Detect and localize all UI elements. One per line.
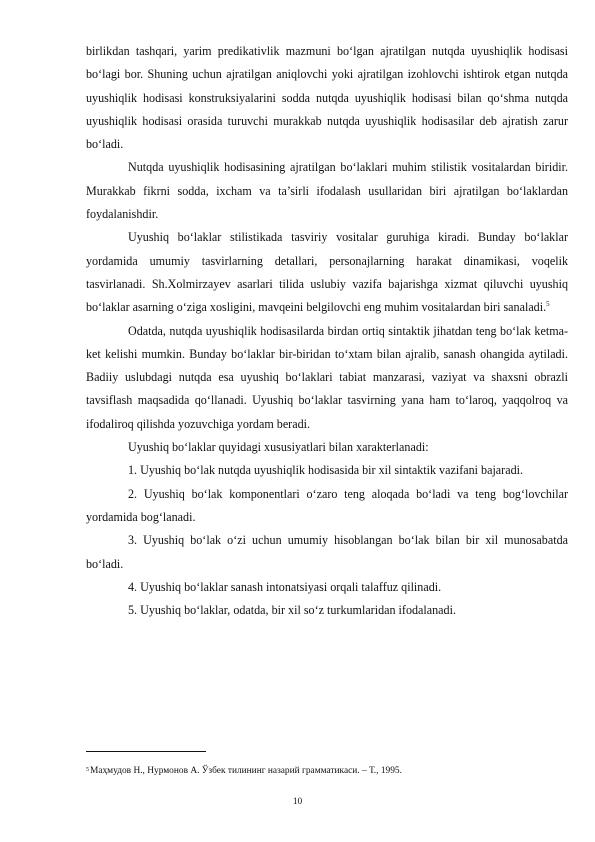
paragraph-5-text: Uyushiq bo‘laklar quyidagi xususiyatlari bilan xarakterlanadi: (128, 440, 429, 455)
footnote-separator (86, 751, 206, 752)
paragraph-4 (86, 320, 568, 436)
list-item-3 (86, 529, 568, 576)
list-item-4-text: 4. Uyushiq bo‘laklar sanash intonatsiyasi orqali talaffuz qilinadi. (128, 579, 442, 594)
footnote (86, 766, 568, 776)
paragraph-2-text: Nutqda uyushiqlik hodisasining ajratilgan bo‘laklari muhim stilistik vositalardan biridir. Murakkab fikrni sodda, ixcham va ta’sirli ifodalash usullaridan biri ajratilgan bo‘laklardan foydalanishdir. (86, 160, 568, 222)
list-item-1-text: 1. Uyushiq bo‘lak nutqda uyushiqlik hodisasida bir xil sintaktik vazifani bajaradi. (128, 463, 523, 478)
list-item-5-text: 5. Uyushiq bo‘laklar, odatda, bir xil so‘z turkumlaridan ifodalanadi. (128, 603, 456, 618)
footnote-marker: 5 (86, 767, 89, 773)
list-item-2-text: 2. Uyushiq bo‘lak komponentlari o‘zaro teng aloqada bo‘ladi va teng bog‘lovchilar yordamida bog‘lanadi. (86, 486, 568, 524)
list-item-5 (86, 599, 568, 622)
list-item-3-text: 3. Uyushiq bo‘lak o‘zi uchun umumiy hisoblangan bo‘lak bilan bir xil munosabatda bo‘ladi. (86, 533, 568, 571)
list-item-1 (86, 459, 568, 482)
paragraph-2 (86, 156, 568, 226)
footnote-reference[interactable]: 5 (546, 300, 550, 309)
paragraph-4-text: Odatda, nutqda uyushiqlik hodisasilarda birdan ortiq sintaktik jihatdan teng bo‘lak ketma-ket kelishi mumkin. Bunday bo‘laklar bir-biridan to‘xtam bilan ajralib, sanash ohangida aytiladi. Badiiy uslubdagi nutqda esa uyushiq bo‘laklari tabiat manzarasi, vaziyat va shaxsni obrazli tavsiflash maqsadida qo‘llanadi. Uyushiq bo‘laklar tasvirning yana ham to‘laroq, yaqqolroq va ifodaliroq qilishda yozuvchiga yordam beradi. (86, 323, 568, 431)
footnote-text: Маҳмудов Н., Нурмонов А. Ўзбек тилининг назарий грамматикаси. – Т., 1995. (90, 766, 402, 776)
list-item-4 (86, 576, 568, 599)
paragraph-1 (86, 40, 568, 156)
paragraph-5 (86, 436, 568, 459)
page-body (86, 40, 568, 622)
paragraph-1-text: birlikdan tashqari, yarim predikativlik mazmuni bo‘lgan ajratilgan nutqda uyushiqlik hodisasi bo‘lagi bor. Shuning uchun ajratilgan aniqlovchi yoki ajratilgan izohlovchi ishtirok etgan nutqda uyushiqlik hodisasi konstruksiyalarini sodda nutqda uyushiqlik hodisasi bilan qo‘shma nutqda uyushiqlik hodisasi orasida turuvchi murakkab nutqda uyushiqlik hodisasilar deb ajratish zarur bo‘ladi. (86, 44, 568, 152)
list-item-2 (86, 483, 568, 530)
page-number: 10 (292, 797, 303, 807)
paragraph-3 (86, 226, 568, 319)
paragraph-3-text: Uyushiq bo‘laklar stilistikada tasviriy vositalar guruhiga kiradi. Bunday bo‘laklar yordamida umumiy tasvirlarning detallari, personajlarning harakat dinamikasi, voqelik tasvirlanadi. Sh.Xolmirzayev asarlari tilida uslubiy vazifa bajarishga xizmat qiluvchi uyushiq bo‘laklar asarning o‘ziga xosligini, mavqeini belgilovchi eng muhim vositalardan biri sanaladi. (86, 230, 568, 315)
